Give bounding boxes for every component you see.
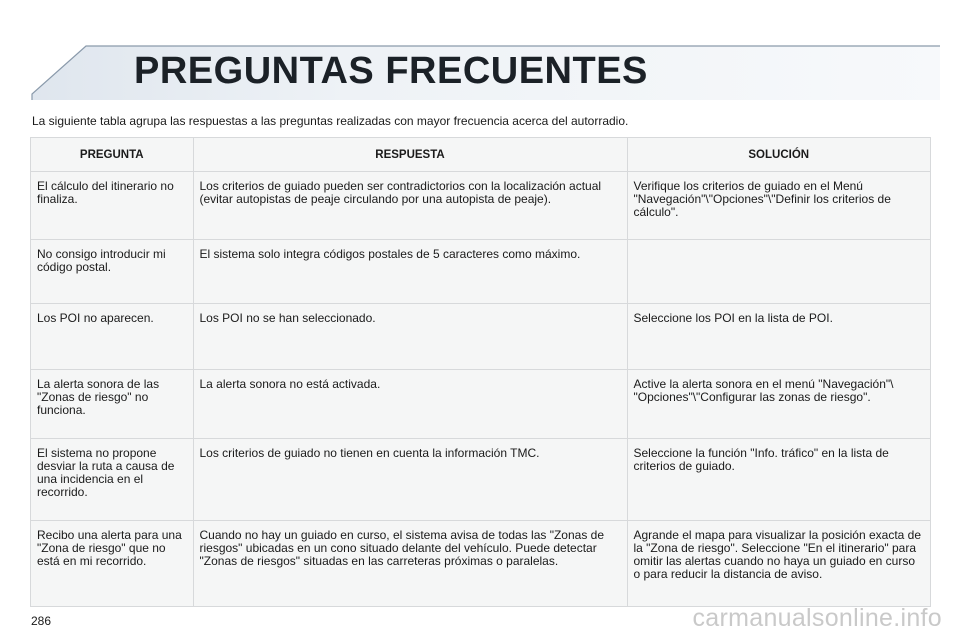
cell-solucion: Seleccione los POI en la lista de POI. <box>627 304 930 370</box>
cell-solucion: Seleccione la función "Info. tráfico" en la lista de criterios de guiado. <box>627 439 930 521</box>
table-row <box>31 439 930 521</box>
cell-respuesta: El sistema solo integra códigos postales de 5 caracteres como máximo. <box>193 240 627 304</box>
cell-pregunta: Los POI no aparecen. <box>31 304 193 370</box>
cell-respuesta: Los criterios de guiado no tienen en cuenta la información TMC. <box>193 439 627 521</box>
intro-text: La siguiente tabla agrupa las respuestas a las preguntas realizadas con mayor frecuencia acerca del autorradio. <box>32 114 629 128</box>
table-row <box>31 240 930 304</box>
cell-respuesta: La alerta sonora no está activada. <box>193 370 627 439</box>
table-row <box>31 370 930 439</box>
cell-pregunta: No consigo introducir mi código postal. <box>31 240 193 304</box>
cell-solucion: Agrande el mapa para visualizar la posición exacta de la "Zona de riesgo". Seleccione "En el itinerario" para omitir las alertas cuando no haya un guiado en curso o para reducir la distancia de aviso. <box>627 521 930 607</box>
cell-solucion: Active la alerta sonora en el menú "Navegación"\ "Opciones"\"Configurar las zonas de riesgo". <box>627 370 930 439</box>
faq-table <box>30 137 931 607</box>
column-header-solucion: SOLUCIÓN <box>627 138 930 172</box>
page-title: PREGUNTAS FRECUENTES <box>134 50 648 92</box>
column-header-pregunta: PREGUNTA <box>31 138 193 172</box>
cell-pregunta: El sistema no propone desviar la ruta a causa de una incidencia en el recorrido. <box>31 439 193 521</box>
column-header-respuesta: RESPUESTA <box>193 138 627 172</box>
cell-solucion: Verifique los criterios de guiado en el Menú "Navegación"\"Opciones"\"Definir los criterios de cálculo". <box>627 172 930 240</box>
table-row <box>31 521 930 607</box>
cell-solucion <box>627 240 930 304</box>
cell-respuesta: Los criterios de guiado pueden ser contradictorios con la localización actual (evitar autopistas de peaje circulando por una autopista de peaje). <box>193 172 627 240</box>
cell-respuesta: Los POI no se han seleccionado. <box>193 304 627 370</box>
cell-pregunta: El cálculo del itinerario no finaliza. <box>31 172 193 240</box>
table-row <box>31 304 930 370</box>
page-number: 286 <box>31 614 52 628</box>
table-row <box>31 172 930 240</box>
watermark: carmanualsonline.info <box>692 604 942 632</box>
cell-pregunta: Recibo una alerta para una "Zona de riesgo" que no está en mi recorrido. <box>31 521 193 607</box>
cell-pregunta: La alerta sonora de las "Zonas de riesgo" no funciona. <box>31 370 193 439</box>
cell-respuesta: Cuando no hay un guiado en curso, el sistema avisa de todas las "Zonas de riesgos" ubicadas en un cono situado delante del vehículo. Puede detectar "Zonas de riesgos" situadas en las carreteras próximas o paralelas. <box>193 521 627 607</box>
table-header-row <box>31 138 930 172</box>
